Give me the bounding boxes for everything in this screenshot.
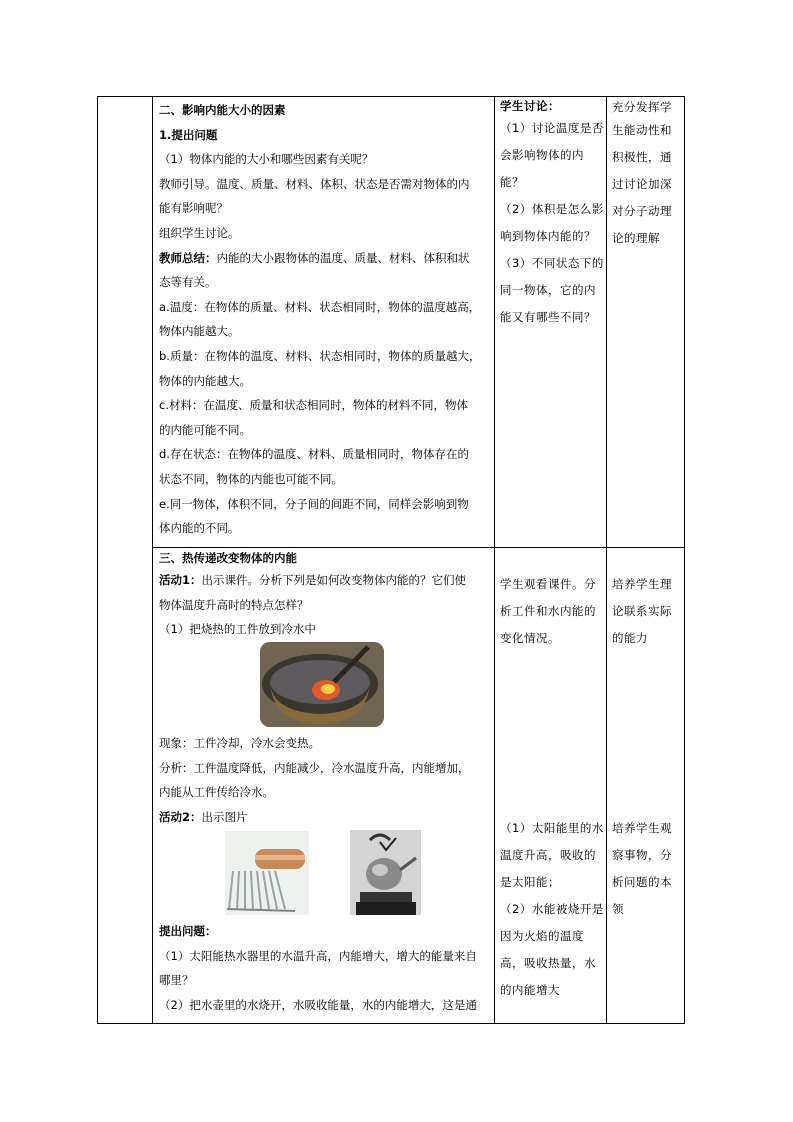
- organize-text: 组织学生讨论。: [159, 225, 240, 240]
- discussion-item: 同一物体，它的内: [500, 283, 596, 297]
- discussion-item: 能？: [500, 175, 524, 189]
- factor-mass: b.质量：在物体的温度、材料、状态相同时，物体的质量越大，: [159, 348, 481, 363]
- student-line: 因为火焰的温度: [500, 929, 584, 943]
- discussion-item: （1）讨论温度是否: [500, 121, 604, 135]
- teacher-activity-section3-questions: [159, 919, 491, 1017]
- column-divider: [494, 97, 495, 1023]
- discussion-item: 能又有哪些不同？: [500, 310, 596, 324]
- student-line: 温度升高，吸收的: [500, 848, 596, 862]
- factor-volume: e.同一物体，体积不同，分子间的间距不同，同样会影响到物: [159, 496, 469, 511]
- ask-line: （2）把水壶里的水烧开，水吸收能量，水的内能增大，这是通: [159, 997, 477, 1012]
- activity1-line: 物体温度升高时的特点怎样？: [159, 597, 309, 612]
- design-intent-section2: [612, 97, 684, 252]
- summary-line: 态等有关。: [159, 275, 217, 290]
- student-activity-section3: [500, 571, 604, 652]
- student-line: 变化情况。: [500, 631, 560, 645]
- activity1-label: 活动1：: [159, 573, 202, 587]
- student-line: 高，吸收热量，水: [500, 956, 596, 970]
- student-line: 学生观看课件。分: [500, 577, 596, 591]
- factor-volume: 体内能的不同。: [159, 521, 240, 536]
- design-intent-section3b: [612, 815, 684, 923]
- design-line: 论的理解: [612, 231, 660, 245]
- guide-line: 教师引导。温度、质量、材料、体积、状态是否需对物体的内: [159, 176, 470, 191]
- design-line: 生能动性和: [612, 123, 672, 137]
- column-divider: [152, 97, 153, 1023]
- factor-temperature: 物体内能越大。: [159, 324, 240, 339]
- design-line: 察事物，分: [612, 848, 672, 862]
- student-answers-section3: [500, 815, 604, 1004]
- guide-line: 能有影响呢？: [159, 201, 228, 216]
- activity2-label: 活动2：: [159, 809, 202, 824]
- teacher-activity-section2: [159, 98, 491, 541]
- design-intent-section3a: [612, 571, 684, 652]
- student-discussion-title: 学生讨论：: [500, 99, 560, 113]
- discussion-item: 会影响物体的内: [500, 148, 584, 162]
- discussion-item: （2）体积是怎么影: [500, 202, 604, 216]
- factor-state: d.存在状态：在物体的温度、材料、质量相同时，物体存在的: [159, 447, 469, 462]
- discussion-item: 响到物体内能的？: [500, 229, 596, 243]
- activity1-line: 活动1：出示课件。分析下列是如何改变物体内能的？它们使: [159, 573, 467, 587]
- design-line: 对分子动理: [612, 204, 672, 218]
- student-activity-section2: [500, 97, 604, 331]
- student-line: 析工件和水内能的: [500, 604, 596, 618]
- ask-line: 哪里？: [159, 973, 194, 988]
- design-line: 培养学生观: [612, 821, 672, 835]
- design-line: 论联系实际: [612, 604, 672, 618]
- lesson-table: [97, 96, 685, 1024]
- column-divider: [606, 97, 607, 1023]
- factor-material: 的内能可能不同。: [159, 422, 251, 437]
- factor-temperature: a.温度：在物体的质量、材料、状态相同时，物体的温度越高，: [159, 299, 481, 314]
- design-line: 的能力: [612, 631, 648, 645]
- activity2-line: 活动2：出示图片: [159, 809, 248, 824]
- analysis-line: 内能从工件传给冷水。: [159, 785, 274, 800]
- summary-label: 教师总结：: [159, 250, 217, 265]
- analysis-line: 分析：工件温度降低，内能减少，冷水温度升高，内能增加，: [159, 760, 470, 775]
- design-line: 充分发挥学: [612, 100, 672, 114]
- factor-state: 状态不同，物体的内能也可能不同。: [159, 471, 343, 486]
- ask-label: 提出问题：: [159, 924, 217, 938]
- ask-line: （1）太阳能热水器里的水温升高，内能增大，增大的能量来自: [159, 948, 477, 963]
- design-line: 积极性，通: [612, 150, 672, 164]
- section2-heading: 二、影响内能大小的因素: [159, 103, 286, 117]
- student-line: （1）太阳能里的水: [500, 821, 604, 835]
- sub-heading-raise-question: 1.提出问题: [159, 127, 218, 142]
- student-line: 的内能增大: [500, 983, 560, 997]
- student-line: （2）水能被烧开是: [500, 902, 604, 916]
- student-line: 是太阳能；: [500, 875, 560, 889]
- activity1-item: （1）把烧热的工件放到冷水中: [159, 622, 316, 637]
- discussion-item: （3）不同状态下的: [500, 256, 604, 270]
- phenomenon-text: 现象：工件冷却，冷水会变热。: [159, 736, 320, 750]
- design-line: 领: [612, 902, 624, 916]
- kettle-photo: [350, 830, 421, 915]
- design-line: 培养学生理: [612, 577, 672, 591]
- quenching-photo: [260, 642, 384, 727]
- factor-mass: 物体的内能越大。: [159, 373, 251, 388]
- section3-heading: 三、热传递改变物体的内能: [159, 551, 297, 565]
- teacher-activity-section3-cont: [159, 731, 491, 829]
- design-line: 析问题的本: [612, 875, 672, 889]
- design-line: 过讨论加深: [612, 177, 672, 191]
- teacher-activity-section3: [159, 548, 491, 642]
- solar-heater-photo: [225, 831, 309, 915]
- factor-material: c.材料：在温度、质量和状态相同时，物体的材料不同，物体: [159, 398, 468, 413]
- question-1: （1）物体内能的大小和哪些因素有关呢？: [159, 152, 374, 167]
- summary-line: 教师总结：内能的大小跟物体的温度、质量、材料、体积和状: [159, 250, 470, 265]
